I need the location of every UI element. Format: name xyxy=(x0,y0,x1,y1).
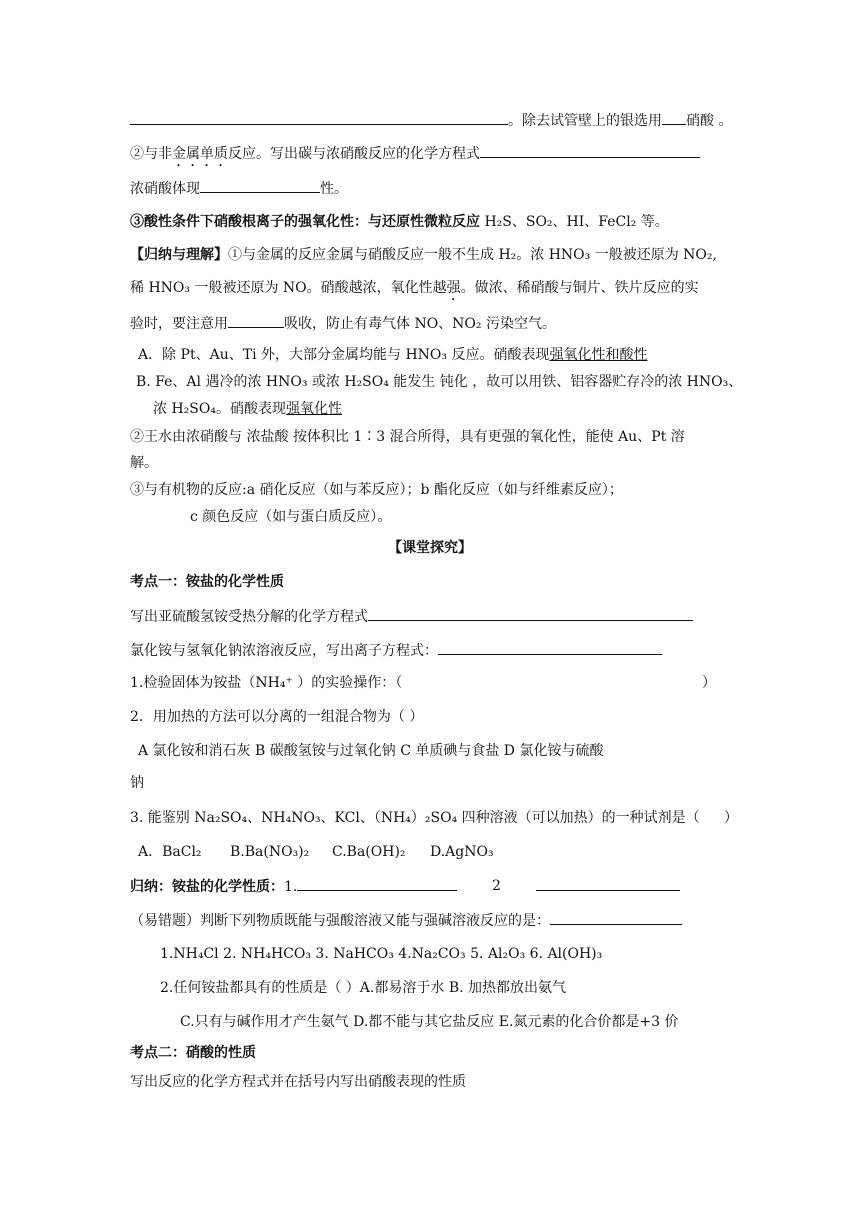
aqua-regia-text: ②王水由浓硝酸与 浓盐酸 按体积比 1∶3 混合所得，具有更强的氧化性，能使 Au、Pt 溶 xyxy=(130,429,685,445)
error-prone-question xyxy=(130,910,682,931)
any-ammonium-question: 2.任何铵盐都具有的性质是（ ）A.都易溶于水 B. 加热都放出氨气 xyxy=(160,980,567,996)
silver-removal-text: 。除去试管壁上的银选用 xyxy=(508,113,662,129)
question-text: 写出亚硫酸氢铵受热分解的化学方程式 xyxy=(130,609,368,625)
summary-item-b-line-1 xyxy=(136,372,742,392)
ammonium-summary-line xyxy=(130,876,457,897)
answer-blank[interactable] xyxy=(550,910,682,925)
point2-title: 考点二：硝酸的性质 xyxy=(130,1045,256,1061)
question-3-close: ） xyxy=(724,810,738,826)
question-text: （易错题）判断下列物质既能与强酸溶液又能与强碱溶液反应的是： xyxy=(130,913,550,929)
item-a-underline: 强氧化性和酸性 xyxy=(549,347,648,363)
question-3-option-b: B.Ba(NO₃)₂ xyxy=(230,844,310,860)
summary-text: 稀 HNO₃ 一般被还原为 NO。硝酸越浓，氧化性越 xyxy=(130,280,447,296)
summary-line-1 xyxy=(130,245,717,265)
question-2-options-wrap: 钠 xyxy=(130,775,144,791)
summary-text: 。做浓、稀硝酸与铜片、铁片反应的实 xyxy=(460,280,699,296)
acidic-oxidation-heading: ③酸性条件下硝酸根离子的强氧化性：与还原性微粒反应 xyxy=(130,214,480,230)
summary-item-b-line-2 xyxy=(153,399,342,419)
summary-num: 1. xyxy=(284,879,298,895)
summary-emphasis: 强 xyxy=(446,280,461,296)
ammonium-summary-second xyxy=(492,876,501,896)
question-text: 氯化铵与氢氧化钠浓溶液反应，写出离子方程式： xyxy=(130,643,438,659)
nonmetal-emphasis: 金属单质 xyxy=(172,146,228,162)
organic-line-1 xyxy=(130,480,623,500)
question-3: 3. 能鉴别 Na₂SO₄、NH₄NO₃、KCl、（NH₄）₂SO₄ 四种溶液（可以加热）的一种试剂是（ xyxy=(130,810,700,826)
item-b-underline: 强氧化性 xyxy=(285,401,342,417)
answer-blank[interactable] xyxy=(662,110,686,125)
error-prone-items: 1.NH₄Cl 2. NH₄HCO₃ 3. NaHCO₃ 4.Na₂CO₃ 5. Al₂O₃ 6. Al(OH)₃ xyxy=(160,946,603,962)
answer-blank[interactable] xyxy=(480,143,700,158)
concentrated-property-line xyxy=(130,178,348,199)
classroom-heading: 【课堂探究】 xyxy=(388,540,472,556)
answer-blank[interactable] xyxy=(536,876,680,891)
silver-removal-line xyxy=(130,110,732,131)
summary-text: 验时，要注意用 xyxy=(130,316,228,332)
organic-text: ③与有机物的反应:a 硝化反应（如与苯反应）；b 酯化反应（如与纤维素反应）； xyxy=(130,482,623,498)
silver-removal-answer: 硝酸 xyxy=(686,113,714,129)
any-ammonium-options: C.只有与碱作用才产生氨气 D.都不能与其它盐反应 E.氮元素的化合价都是+3 价 xyxy=(180,1014,679,1030)
item-b-text: 浓 H₂SO₄。硝酸表现 xyxy=(153,401,286,417)
summary-heading: 【归纳与理解】 xyxy=(130,247,228,263)
sentence-end: 。 xyxy=(714,113,733,129)
question-3-option-c: C.Ba(OH)₂ xyxy=(332,844,406,860)
question-2: 2．用加热的方法可以分离的一组混合物为（ ） xyxy=(130,709,424,725)
question-text: 1.检验固体为铵盐（NH₄⁺ ）的实验操作：（ xyxy=(130,675,403,691)
item-b-text: B. Fe、Al 遇冷的浓 HNO₃ 或浓 H₂SO₄ 能发生 钝化 ，故可以用铁、铝容器贮存冷的浓 HNO₃、 xyxy=(136,374,743,390)
answer-blank[interactable] xyxy=(438,640,662,655)
answer-blank[interactable] xyxy=(130,110,508,125)
answer-blank-wrap xyxy=(536,876,680,897)
answer-blank[interactable] xyxy=(200,178,320,193)
question-1 xyxy=(130,673,402,693)
nonmetal-reaction-line xyxy=(130,143,700,170)
summary-line-2 xyxy=(130,278,699,304)
summary-label: 归纳：铵盐的化学性质： xyxy=(130,879,284,895)
question-3-option-a: A．BaCl₂ xyxy=(138,844,202,860)
answer-blank[interactable] xyxy=(368,606,693,621)
question-3-option-d: D.AgNO₃ xyxy=(430,844,494,860)
decomposition-question xyxy=(130,606,693,627)
aqua-regia-line-1 xyxy=(130,427,685,447)
summary-line-3 xyxy=(130,313,556,334)
concentrated-suffix: 性。 xyxy=(320,181,348,197)
ionic-question xyxy=(130,640,662,661)
question-2-options: A 氯化铵和消石灰 B 碳酸氢铵与过氧化钠 C 单质碘与食盐 D 氯化铵与硫酸 xyxy=(138,743,604,759)
item-a-text: A．除 Pt、Au、Ti 外，大部分金属均能与 HNO₃ 反应。硝酸表现 xyxy=(138,347,550,363)
point1-title: 考点一：铵盐的化学性质 xyxy=(130,574,284,590)
organic-line-2 xyxy=(190,507,391,527)
aqua-regia-line-2 xyxy=(130,453,158,473)
summary-num: 2 xyxy=(492,878,501,894)
acidic-oxidation-species: H₂S、SO₂、HI、FeCl₂ 等。 xyxy=(480,214,669,230)
acidic-oxidation-line xyxy=(130,212,669,232)
aqua-regia-text: 解。 xyxy=(130,455,158,471)
nonmetal-suffix: 反应。写出碳与浓硝酸反应的化学方程式 xyxy=(228,146,480,162)
question-1-close: ） xyxy=(702,675,716,691)
point2-instruction: 写出反应的化学方程式并在括号内写出硝酸表现的性质 xyxy=(130,1074,466,1090)
answer-blank[interactable] xyxy=(297,876,457,891)
organic-text: c 颜色反应（如与蛋白质反应）。 xyxy=(190,509,392,525)
summary-text: 吸收，防止有毒气体 NO、NO₂ 污染空气。 xyxy=(284,316,556,332)
answer-blank[interactable] xyxy=(228,313,284,328)
concentrated-prefix: 浓硝酸体现 xyxy=(130,181,200,197)
summary-text: ①与金属的反应金属与硝酸反应一般不生成 H₂。浓 HNO₃ 一般被还原为 NO₂, xyxy=(228,247,717,263)
summary-item-a xyxy=(138,345,647,365)
nonmetal-prefix: ②与非 xyxy=(130,146,172,162)
